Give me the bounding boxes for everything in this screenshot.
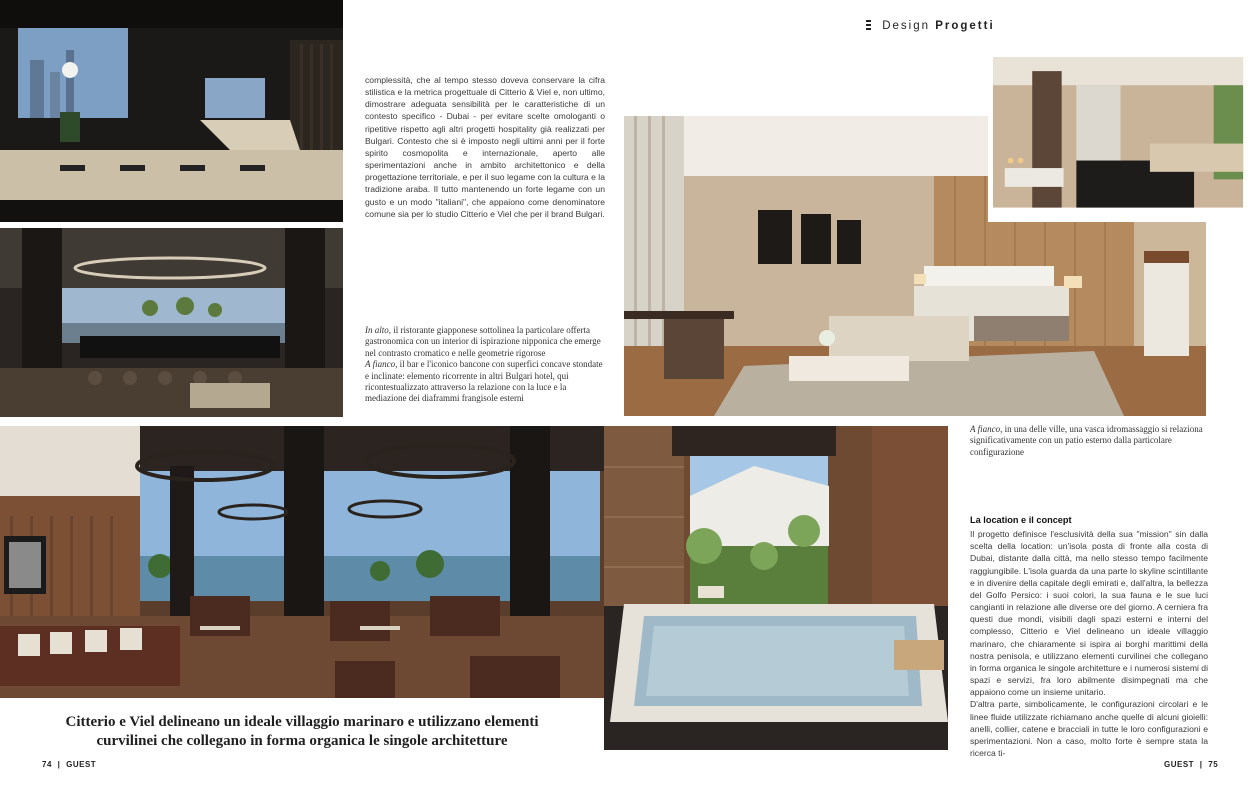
caption-lead: A fianco xyxy=(970,424,1001,434)
caption-right xyxy=(970,424,1208,458)
subsection-label: Progetti xyxy=(935,20,995,32)
photo-terrace-restaurant xyxy=(0,426,604,698)
caption-lead: A fianco xyxy=(365,359,396,370)
photo-bar xyxy=(0,228,343,417)
magazine-name: GUEST xyxy=(1164,760,1195,769)
caption-text: , il bar e l'iconico bancone con superfici concave stondate e inclinate: elemento ricorrente in altri Bulgari hotel, qui ricontestualizzato attraverso la relazione con la luce e la mediazione dei diaframmi frangisole esterni xyxy=(365,359,603,404)
body-paragraph: D'altra parte, simbolicamente, le configurazioni circolari e le linee fluide utilizzate richiamano anche quelle di alcuni gioielli: anelli, collier, catene e bracciali in tutte le loro configurazioni e sperimentazioni. Non a caso, molto forte è sempre stata la ricerca ti- xyxy=(970,699,1208,758)
dashes-marker-icon xyxy=(866,20,871,30)
pull-quote xyxy=(20,713,584,751)
folio-left: 74 | GUEST xyxy=(42,760,97,769)
caption-left xyxy=(365,325,605,405)
folio-right: GUEST | 75 xyxy=(1164,760,1219,769)
section-header xyxy=(866,20,995,32)
photo-bathtub-patio xyxy=(604,426,948,750)
page-number: 74 xyxy=(42,760,52,769)
caption-text: , in una delle ville, una vasca idromassaggio si relaziona significativamente con un patio esterno dalla particolare configurazione xyxy=(970,424,1203,457)
body-column-right xyxy=(970,514,1208,759)
body-column-left xyxy=(365,74,605,220)
pull-quote-line: curvilinei che collegano in forma organica le singole architetture xyxy=(96,733,508,749)
magazine-name: GUEST xyxy=(66,760,97,769)
photo-villa-bathroom xyxy=(988,52,1248,222)
page-number: 75 xyxy=(1208,760,1219,769)
section-label: Design xyxy=(882,20,931,32)
photo-japanese-restaurant xyxy=(0,0,343,222)
subheading: La location e il concept xyxy=(970,515,1072,525)
caption-text: , il ristorante giapponese sottolinea la particolare offerta gastronomica con un interior di ispirazione nipponica che emerge nel contrasto cromatico e nelle geometrie rigorose xyxy=(365,325,601,358)
pull-quote-line: Citterio e Viel delineano un ideale villaggio marinaro e utilizzano elementi xyxy=(65,714,539,730)
caption-lead: In alto xyxy=(365,325,389,335)
body-paragraph: complessità, che al tempo stesso doveva conservare la cifra stilistica e la metrica progettuale di Citterio & Viel e, non ultimo, dimostrare adeguata sensibilità per le caratteristiche di un contesto specifico - Dubai - per evitare scelte omologanti o ripetitive rispetto agli altri progetti hospitality già realizzati per Bulgari. Contesto che si è imposto negli ultimi anni per il forte spirito cosmopolita e internazionale, aperto alle sperimentazioni anche in ambito architettonico e della progettazione territoriale, e per il suo legame con la cultura e la tradizione araba. Il tutto mantenendo un forte legame con un gusto e un modo "italiani", che appaiono come denominatore comune sia per lo studio Citterio e Viel che per il brand Bulgari. xyxy=(365,75,605,219)
body-paragraph: Il progetto definisce l'esclusività della sua "mission" sin dalla scelta della location: un'isola posta di fronte alla costa di Dubai, distante dalla città, ma nello stesso tempo facilmente raggiungibile. L'isola guarda da una parte lo skyline scintillante e in divenire della capitale degli emirati e, dall'altra, la bellezza del Golfo Persico: i suoi colori, la sua fauna e le sue luci cangianti in relazione alle diverse ore del giorno. A cerniera fra questi due mondi, visibili dagli spazi esterni e interni del complesso, Citterio e Viel delineano un ideale villaggio marinaro, che chiaramente si ispira ai borghi marittimi della nostra penisola, e utilizzano elementi curvilinei che collegano in forma organica le singole architetture e i numerosi sistemi di spazi e servizi, fra loro abilmente disimpegnati ma che appaiono come un insieme unitario. xyxy=(970,529,1208,698)
